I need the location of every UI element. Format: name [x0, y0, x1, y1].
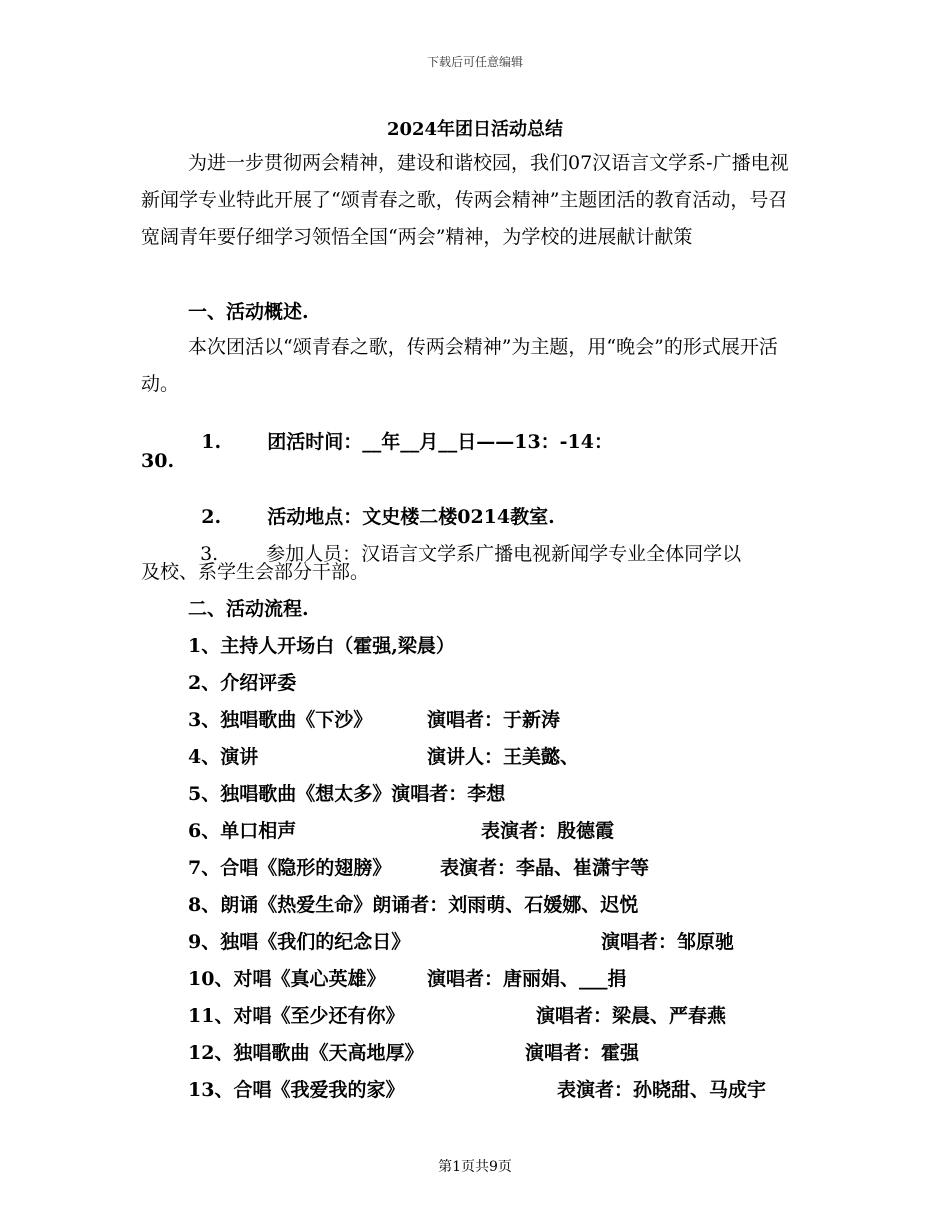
program-performer: 演唱者：霍强 — [525, 1042, 640, 1064]
program-item: 7、合唱《隐形的翅膀》 — [188, 857, 392, 879]
detail-participants-continued: 及校、系学生会部分干部。 — [141, 561, 370, 583]
program-performer: 表演者：殷德霞 — [481, 820, 615, 842]
program-performer: 演唱者：唐丽娟、___捐 — [427, 968, 627, 990]
document-title: 2024年团日活动总结 — [386, 119, 564, 140]
program-item: 3、独唱歌曲《下沙》 — [188, 709, 373, 731]
overview-paragraph: 本次团活以“颂青春之歌，传两会精神”为主题，用“晚会”的形式展开活动。 — [141, 336, 778, 395]
program-item: 9、独唱《我们的纪念日》 — [188, 931, 411, 953]
detail-participants — [188, 526, 741, 564]
program-performer: 演唱者：邹原驰 — [601, 931, 735, 953]
section-heading-program: 二、活动流程. — [188, 598, 309, 620]
program-item: 12、独唱歌曲《天高地厚》 — [188, 1042, 424, 1064]
section-heading-overview: 一、活动概述. — [188, 301, 309, 323]
detail-time-continued: 30. — [141, 450, 175, 472]
detail-number: 2. — [201, 506, 222, 528]
program-item: 1、主持人开场白（霍强,梁晨） — [188, 635, 455, 657]
detail-time — [188, 414, 613, 452]
detail-text: 活动地点：文史楼二楼0214教室. — [267, 506, 555, 528]
program-item: 8、朗诵《热爱生命》朗诵者：刘雨萌、石媛娜、迟悦 — [188, 894, 639, 916]
program-item: 2、介绍评委 — [188, 672, 297, 694]
program-performer: 表演者：孙晓甜、马成宇 — [557, 1079, 767, 1101]
detail-location — [188, 489, 555, 527]
program-performer: 表演者：李晶、崔潇宇等 — [440, 857, 650, 879]
detail-text: 团活时间：__年__月__日——13：-14： — [267, 431, 614, 453]
program-item: 11、对唱《至少还有你》 — [188, 1005, 405, 1027]
detail-number: 1. — [201, 431, 222, 453]
program-performer: 演唱者：于新涛 — [427, 709, 561, 731]
intro-paragraph: 为进一步贯彻两会精神，建设和谐校园，我们07汉语言文学系-广播电视新闻学专业特此开展了“颂青春之歌，传两会精神”主题团活的教育活动，号召宽阔青年要仔细学习领悟全国“两会”精神，为学校的进展献计献策 — [141, 152, 789, 248]
detail-text: 参加人员：汉语言文学系广播电视新闻学专业全体同学以 — [266, 543, 742, 565]
program-performer: 演讲人：王美懿、 — [427, 746, 580, 768]
program-item: 10、对唱《真心英雄》 — [188, 968, 386, 990]
program-item: 6、单口相声 — [188, 820, 297, 842]
page-footer: 第1页共9页 — [438, 1159, 512, 1175]
program-item: 4、演讲 — [188, 746, 259, 768]
detail-number: 3. — [200, 543, 219, 565]
program-item: 13、合唱《我爱我的家》 — [188, 1079, 405, 1101]
program-performer: 演唱者：梁晨、严春燕 — [536, 1005, 727, 1027]
page-header: 下载后可任意编辑 — [426, 55, 523, 69]
program-item: 5、独唱歌曲《想太多》演唱者：李想 — [188, 783, 506, 805]
